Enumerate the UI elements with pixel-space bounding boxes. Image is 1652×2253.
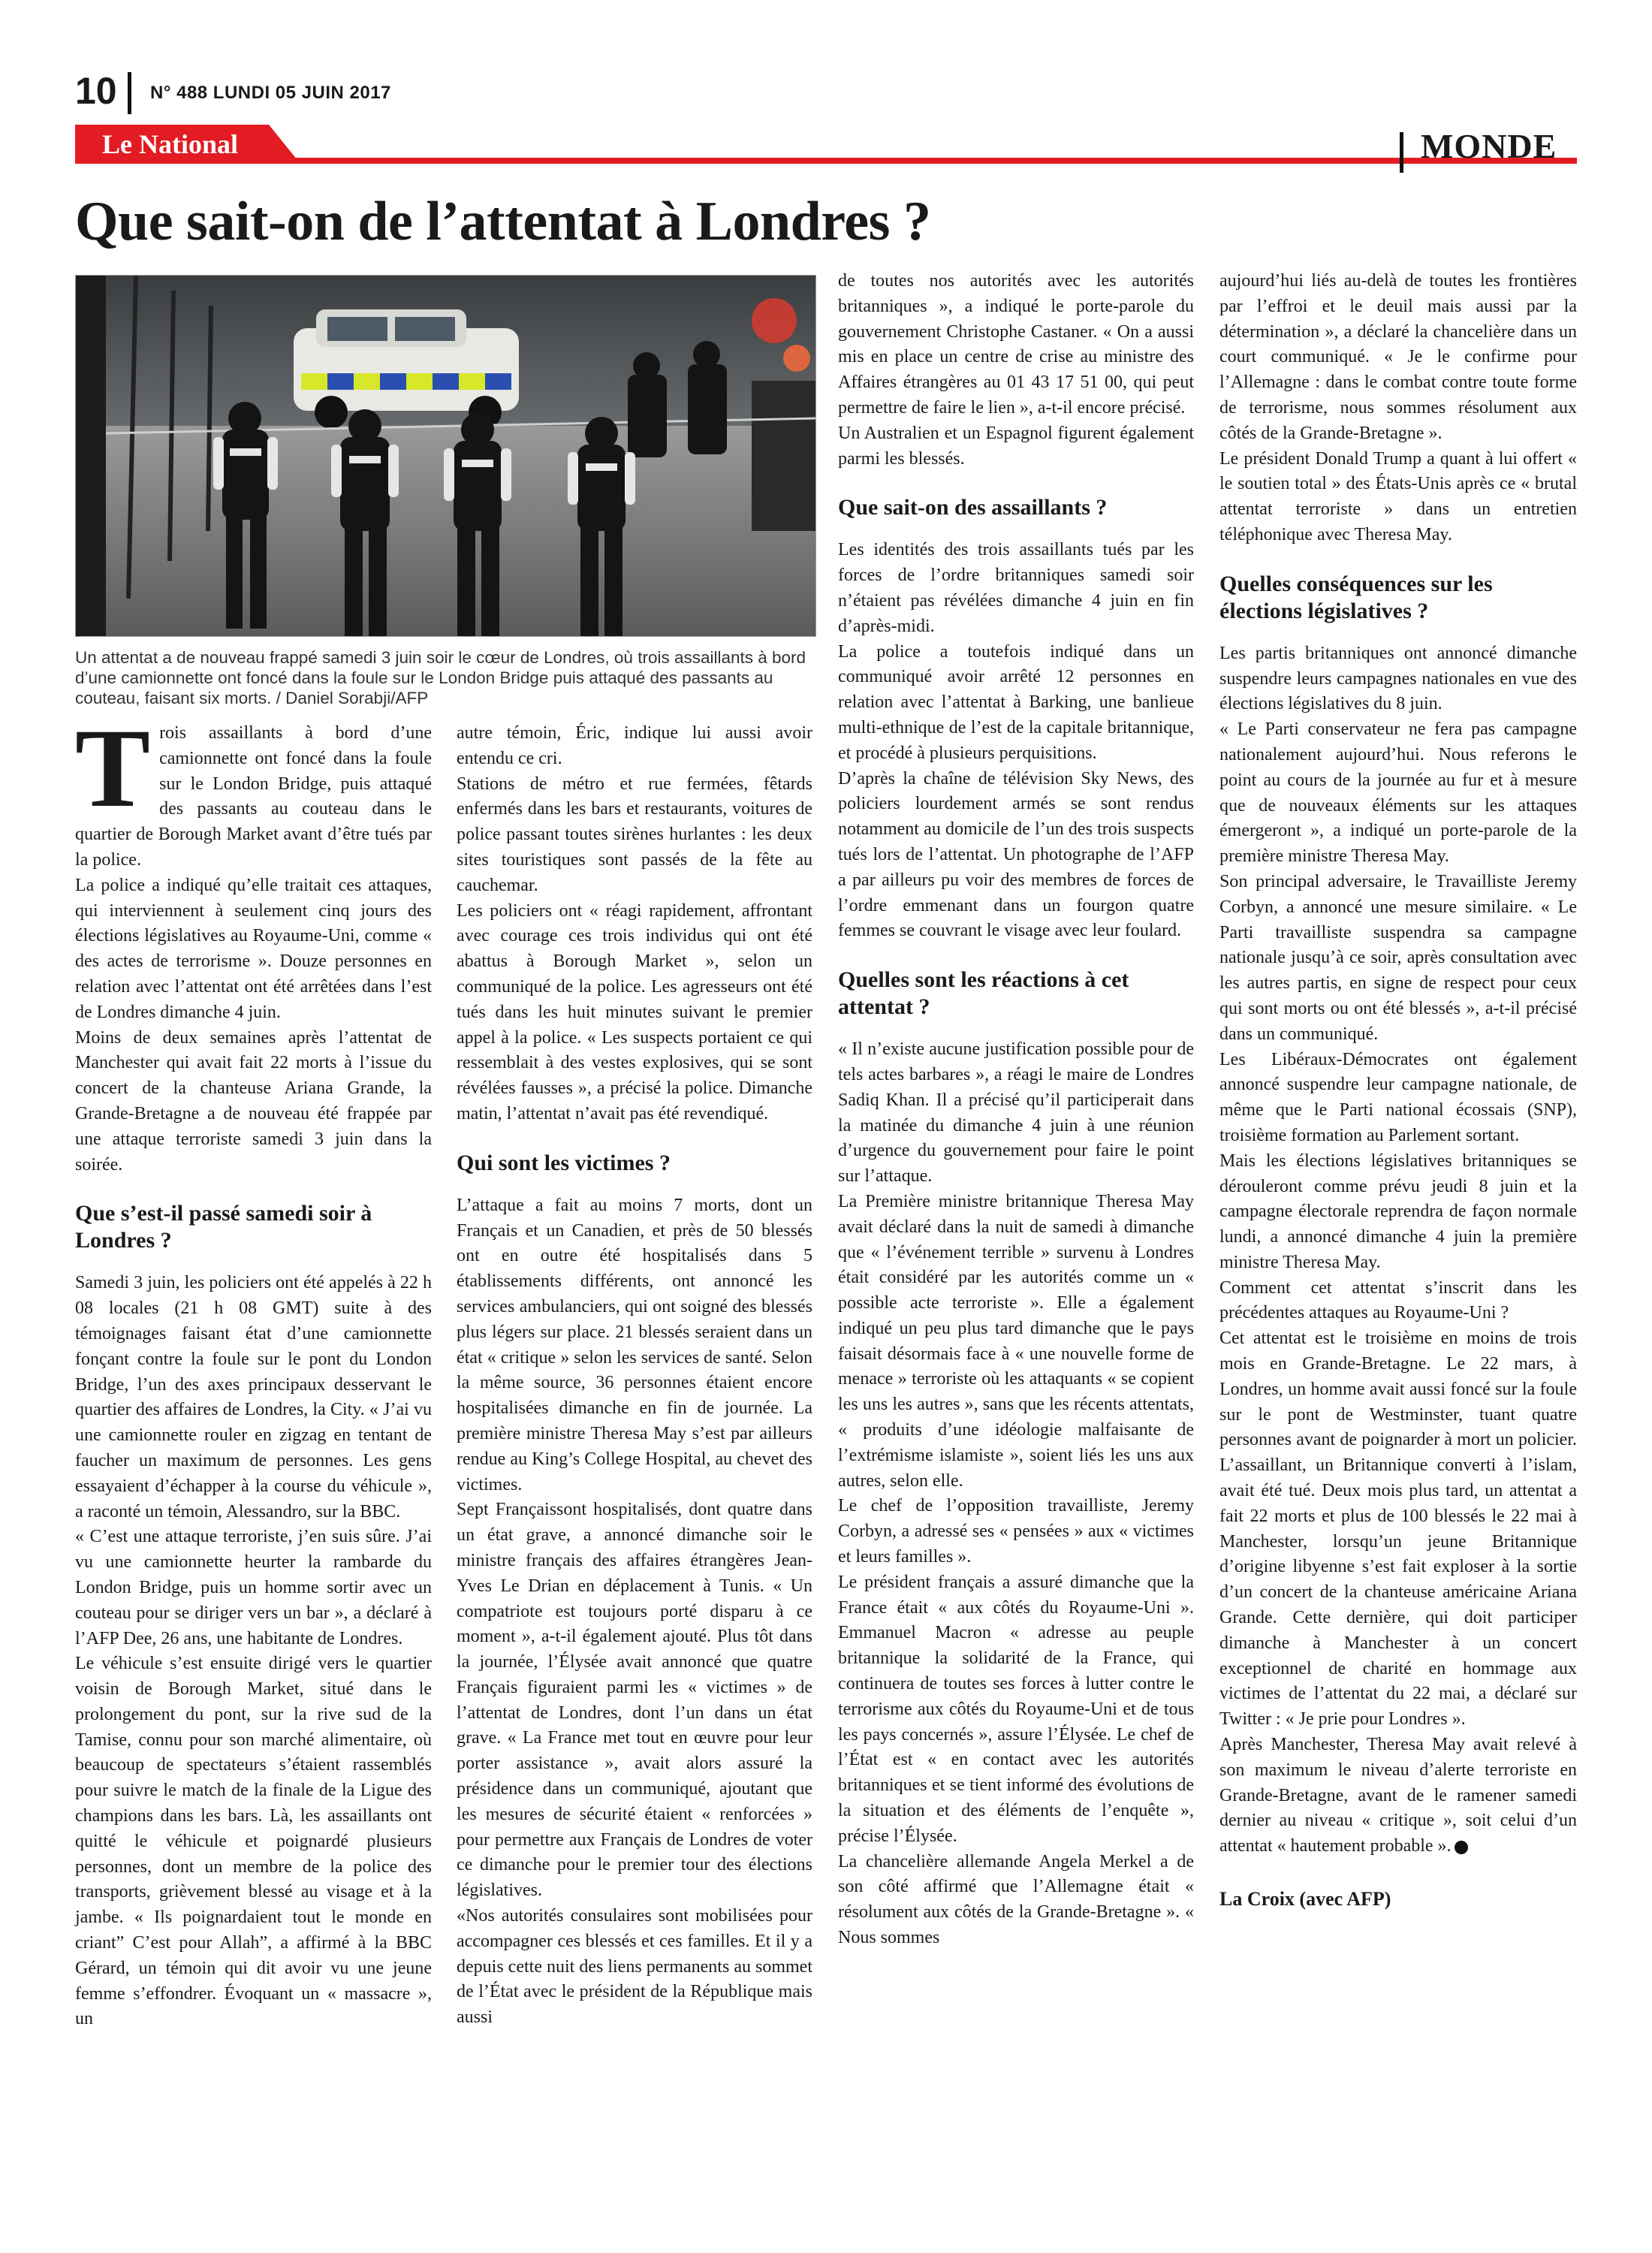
article-paragraph: Le chef de l’opposition travailliste, Jeremy Corbyn, a adressé ses « pensées » aux « victimes et leurs familles ». (838, 1496, 1194, 1567)
section-heading: Quelles conséquences sur les élections législatives ? (1219, 571, 1493, 623)
article-paragraph: «Nos autorités consulaires sont mobilisées pour accompagner ces blessés et ces familles. Et il y a depuis cette nuit des liens permanents au sommet de l’État avec le président de la République mais aussi (457, 1906, 812, 2028)
article-signature: La Croix (avec AFP) (1219, 1888, 1391, 1911)
closing-text: Après Manchester, Theresa May avait relevé à son maximum le niveau d’alerte terroriste en Grande-Bretagne, avant de le ramener samedi dernier au niveau « critique », soit celui d’un attentat « hautement probable ». (1219, 1735, 1577, 1856)
article-paragraph (75, 706, 432, 873)
article-paragraph: Samedi 3 juin, les policiers ont été appelés à 22 h 08 locales (21 h 08 GMT) suite à des témoignages faisant état d’une camionnette fonçant contre la foule sur le pont du London Bridge, l’un des axes principaux desservant le quartier des affaires de Londres, la City. « J’ai vu une camionnette rouler en zigzag en tentant de faucher un maximum de personnes. Les gens essayaient d’échapper à la course du véhicule », a raconté un témoin, Alessandro, sur la BBC. (75, 1273, 432, 1522)
article-paragraph: L’attaque a fait au moins 7 morts, dont un Français et un Canadien, et près de 50 blessés ont en outre été hospitalisés dans 5 établissements différents, ont annoncé les services ambulanciers, qui ont soigné des blessés plus légers sur place. 21 blessés seraient dans un état « critique » selon les services de santé. Selon la même source, 36 personnes étaient encore hospitalisées dimanche en fin de journée. La première ministre Theresa May s’est par ailleurs rendue au King’s College Hospital, au chevet des victimes. (457, 1195, 812, 1494)
article-column-3 (838, 269, 1194, 1951)
article-headline: Que sait-on de l’attentat à Londres ? (75, 191, 931, 252)
photo-caption: Un attentat a de nouveau frappé samedi 3 juin soir le cœur de Londres, où trois assaillants à bord d’une camionnette ont foncé dans la foule sur le London Bridge puis attaqué des passants au couteau, faisant six morts. / Daniel Sorabji/AFP (75, 648, 806, 707)
article-paragraph: « Il n’existe aucune justification possible pour de tels actes barbares », a réagi le maire de Londres Sadiq Khan. Il a précisé qu’il participerait dans la matinée du dimanche 4 juin à une réunion d’urgence du gouvernement pour faire le point sur l’attaque. (838, 1039, 1194, 1187)
article-photo (75, 275, 816, 637)
article-paragraph: Stations de métro et rue fermées, fêtards enfermés dans les bars et restaurants, voitures de police passant toutes sirènes hurlantes : les deux sites touristiques sont passés de la fête au cauchemar. (457, 774, 812, 895)
article-column-1 (75, 706, 432, 2032)
issue-date: N° 488 LUNDI 05 JUIN 2017 (150, 83, 391, 103)
section-heading: Quelles sont les réactions à cet attentat ? (838, 967, 1129, 1020)
article-paragraph: Les partis britanniques ont annoncé dimanche suspendre leurs campagnes nationales en vue des élections législatives du 8 juin. (1219, 643, 1577, 714)
article-paragraph: autre témoin, Éric, indique lui aussi avoir entendu ce cri. (457, 723, 812, 768)
article-paragraph: aujourd’hui liés au-delà de toutes les frontières par l’effroi et le deuil mais aussi par la détermination », a déclaré la chancelière dans un court communiqué. « Je le confirme pour l’Allemagne : dans le combat contre toute forme de terrorisme, nous sommes résolument aux côtés de la Grande-Bretagne ». (1219, 271, 1577, 443)
page-number-divider (128, 72, 131, 114)
section-tab-label: Le National (102, 129, 239, 159)
article-paragraph: Comment cet attentat s’inscrit dans les précédentes attaques au Royaume-Uni ? (1219, 1277, 1577, 1323)
article-paragraph: La police a indiqué qu’elle traitait ces attaques, qui interviennent à seulement cinq jours des élections législatives au Royaume-Uni, comme « des actes de terrorisme ». Douze personnes en relation avec l’attentat ont été arrêtées dans l’est de Londres dimanche 4 juin. (75, 875, 432, 1022)
lead-text: rois assaillants à bord d’une camionnette ont foncé dans la foule sur le London Bridge, puis attaqué des passants au couteau dans le quartier de Borough Market avant d’être tués par la police. (75, 723, 432, 870)
article-paragraph: Le président Donald Trump a quant à lui offert « le soutien total » des États-Unis après ce « brutal attentat terroriste » dans un entretien téléphonique avec Theresa May. (1219, 448, 1577, 544)
section-rule (75, 158, 1577, 164)
rubric-label: MONDE (1421, 127, 1557, 165)
article-paragraph: La police a toutefois indiqué dans un communiqué avoir arrêté 12 personnes en relation avec l’attentat à Barking, une banlieue multi-ethnique de l’est de la capitale britannique, et procédé à plusieurs perquisitions. (838, 641, 1194, 763)
article-paragraph: Les policiers ont « réagi rapidement, affrontant avec courage ces trois individus qui ont été abattus à Borough Market », selon un communiqué de la police. Les agresseurs ont été tués dans les huit minutes suivant le premier appel à la police. « Les suspects portaient ce qui ressemblait à des vestes explosives, qui se sont révélées fausses », a précisé la police. Dimanche matin, l’attentat n’avait pas été revendiqué. (457, 900, 812, 1123)
article-paragraph: Les Libéraux-Démocrates ont également annoncé suspendre leur campagne nationale, de même que le Parti national écossais (SNP), troisième formation au Parlement sortant. (1219, 1049, 1577, 1145)
article-paragraph: Un Australien et un Espagnol figurent également parmi les blessés. (838, 423, 1194, 469)
rubric-divider (1400, 132, 1403, 173)
page-number: 10 (75, 70, 117, 112)
section-heading: Que s’est-il passé samedi soir à Londres ? (75, 1201, 372, 1253)
article-paragraph: Moins de deux semaines après l’attentat de Manchester qui avait fait 22 morts à l’issue du concert de la chanteuse Ariana Grande, la Grande-Bretagne a de nouveau été frappée par une attaque terroriste samedi 3 juin dans la soirée. (75, 1027, 432, 1175)
article-paragraph: « C’est une attaque terroriste, j’en suis sûre. J’ai vu une camionnette heurter la rambarde du London Bridge, puis un homme sortir avec un couteau pour se diriger vers un bar », a déclaré à l’AFP Dee, 26 ans, une habitante de Londres. (75, 1527, 432, 1648)
article-paragraph: Son principal adversaire, le Travailliste Jeremy Corbyn, a annoncé une mesure similaire. « Le Parti travailliste suspendra sa campagne nationale jusqu’à ce soir, après consultation avec les autres partis, en signe de respect pour ceux qui sont morts ou ont été blessés », a-t-il précisé dans un communiqué. (1219, 871, 1577, 1044)
article-paragraph: La Première ministre britannique Theresa May avait déclaré dans la nuit de samedi à dimanche que « l’événement terrible » survenu à Londres était considéré par les autorités comme un « possible acte terroriste ». Elle a également indiqué un peu plus tard dimanche que le pays faisait désormais face à « une nouvelle forme de menace » terroriste où les attaquants « se copient les uns les autres », sans que les récents attentats, « produits d’une idéologie malfaisante de l’extrémisme islamiste », soient liés les uns aux autres, selon elle. (838, 1191, 1194, 1491)
section-heading: Qui sont les victimes ? (457, 1150, 671, 1175)
article-paragraph: Sept Françaissont hospitalisés, dont quatre dans un état grave, a annoncé dimanche soir le ministre français des affaires étrangères Jean-Yves Le Drian en déplacement à Tunis. « Un compatriote est toujours porté disparu à ce moment », a-t-il également ajouté. Plus tôt dans la journée, l’Élysée avait annoncé que quatre Français figuraient parmi les « victimes » de l’attentat de Londres, dont l’un dans un état grave. « La France met tout en œuvre pour leur porter assistance », avait alors assuré la présidence dans un communiqué, ajoutant que les mesures de sécurité étaient « renforcées » pour permettre aux Français de Londres de voter ce dimanche pour le premier tour des élections législatives. (457, 1500, 812, 1901)
end-of-article-mark-icon (1455, 1841, 1468, 1854)
article-paragraph: La chancelière allemande Angela Merkel a de son côté affirmé que l’Allemagne était « résolument aux côtés de la Grande-Bretagne ». « Nous sommes (838, 1851, 1194, 1948)
article-paragraph: Le président français a assuré dimanche que la France était « aux côtés du Royaume-Uni ». Emmanuel Macron « adresse au peuple britannique la solidarité de la France, qui continuera de toutes ses forces à lutter contre le terrorisme aux côtés du Royaume-Uni et de tous les pays concernés », assure l’Élysée. Le chef de l’État est « en contact avec les autorités britanniques et se tient informé des évolutions de la situation et des éléments de l’enquête », précise l’Élysée. (838, 1572, 1194, 1846)
article-paragraph: de toutes nos autorités avec les autorités britanniques », a indiqué le porte-parole du gouvernement Christophe Castaner. « On a aussi mis en place un centre de crise au ministre des Affaires étrangères au 01 43 17 51 00, qui peut permettre de faire le lien », a-t-il encore précisé. (838, 271, 1194, 418)
article-paragraph: Les identités des trois assaillants tués par les forces de l’ordre britanniques samedi soir n’étaient pas révélées dimanche 4 juin en fin d’après-midi. (838, 540, 1194, 636)
article-paragraph: Le véhicule s’est ensuite dirigé vers le quartier voisin de Borough Market, situé dans le prolongement du pont, sur la rive sud de la Tamise, connu pour son marché alimentaire, où beaucoup de spectateurs s’étaient rassemblés pour suivre le match de la finale de la Ligue des champions dans les bars. Là, les assaillants ont quitté le véhicule et poignardé plusieurs personnes, dont un membre de la police des transports, grièvement blessé au visage et à la jambe. « Ils poignardaient tout le monde en criant” C’est pour Allah”, a affirmé à la BBC Gérard, un témoin qui dit avoir vu une jeune femme s’effondrer. Évoquant un « massacre », un (75, 1654, 432, 2029)
article-paragraph: « Le Parti conservateur ne fera pas campagne nationalement aujourd’hui. Nous referons le point au cours de la journée au fur et à mesure que de nouveaux éléments sur les attaques émergeront », a indiqué un porte-parole de la première ministre Theresa May. (1219, 719, 1577, 867)
section-heading: Que sait-on des assaillants ? (838, 495, 1108, 520)
article-paragraph: Mais les élections législatives britanniques se dérouleront comme prévu jeudi 8 juin et la campagne électorale reprendra de façon normale lundi, a annoncé dimanche 4 juin la première ministre Theresa May. (1219, 1151, 1577, 1272)
article-column-2 (457, 721, 812, 2031)
article-paragraph: D’après la chaîne de télévision Sky News, des policiers lourdement armés se sont rendus notamment au domicile de l’un des trois suspects tués lors de l’attentat. Un photographe de l’AFP a par ailleurs pu voir des membres de forces de l’ordre emmenant dans un fourgon quatre femmes se couvrant le visage avec leur foulard. (838, 768, 1194, 941)
drop-cap: T (75, 706, 151, 831)
article-paragraph (1219, 1733, 1577, 1859)
article-column-4 (1219, 269, 1577, 1912)
article-paragraph: Cet attentat est le troisième en moins de trois mois en Grande-Bretagne. Le 22 mars, à Londres, un homme avait aussi foncé sur la foule sur le pont de Westminster, tuant quatre personnes avant de poignarder à mort un policier. L’assaillant, un Britannique converti à l’islam, avait été tué. Deux mois plus tard, un attentat a fait 22 morts et plus de 100 blessés le 22 mai à Manchester, lorsqu’un jeune Britannique d’origine libyenne s’est fait exploser à la sortie d’un concert de la chanteuse américaine Ariana Grande. Cette dernière, qui doit participer dimanche à Manchester à un concert exceptionnel de charité en hommage aux victimes de l’attentat du 22 mai, a déclaré sur Twitter : « Je prie pour Londres ». (1219, 1329, 1577, 1730)
